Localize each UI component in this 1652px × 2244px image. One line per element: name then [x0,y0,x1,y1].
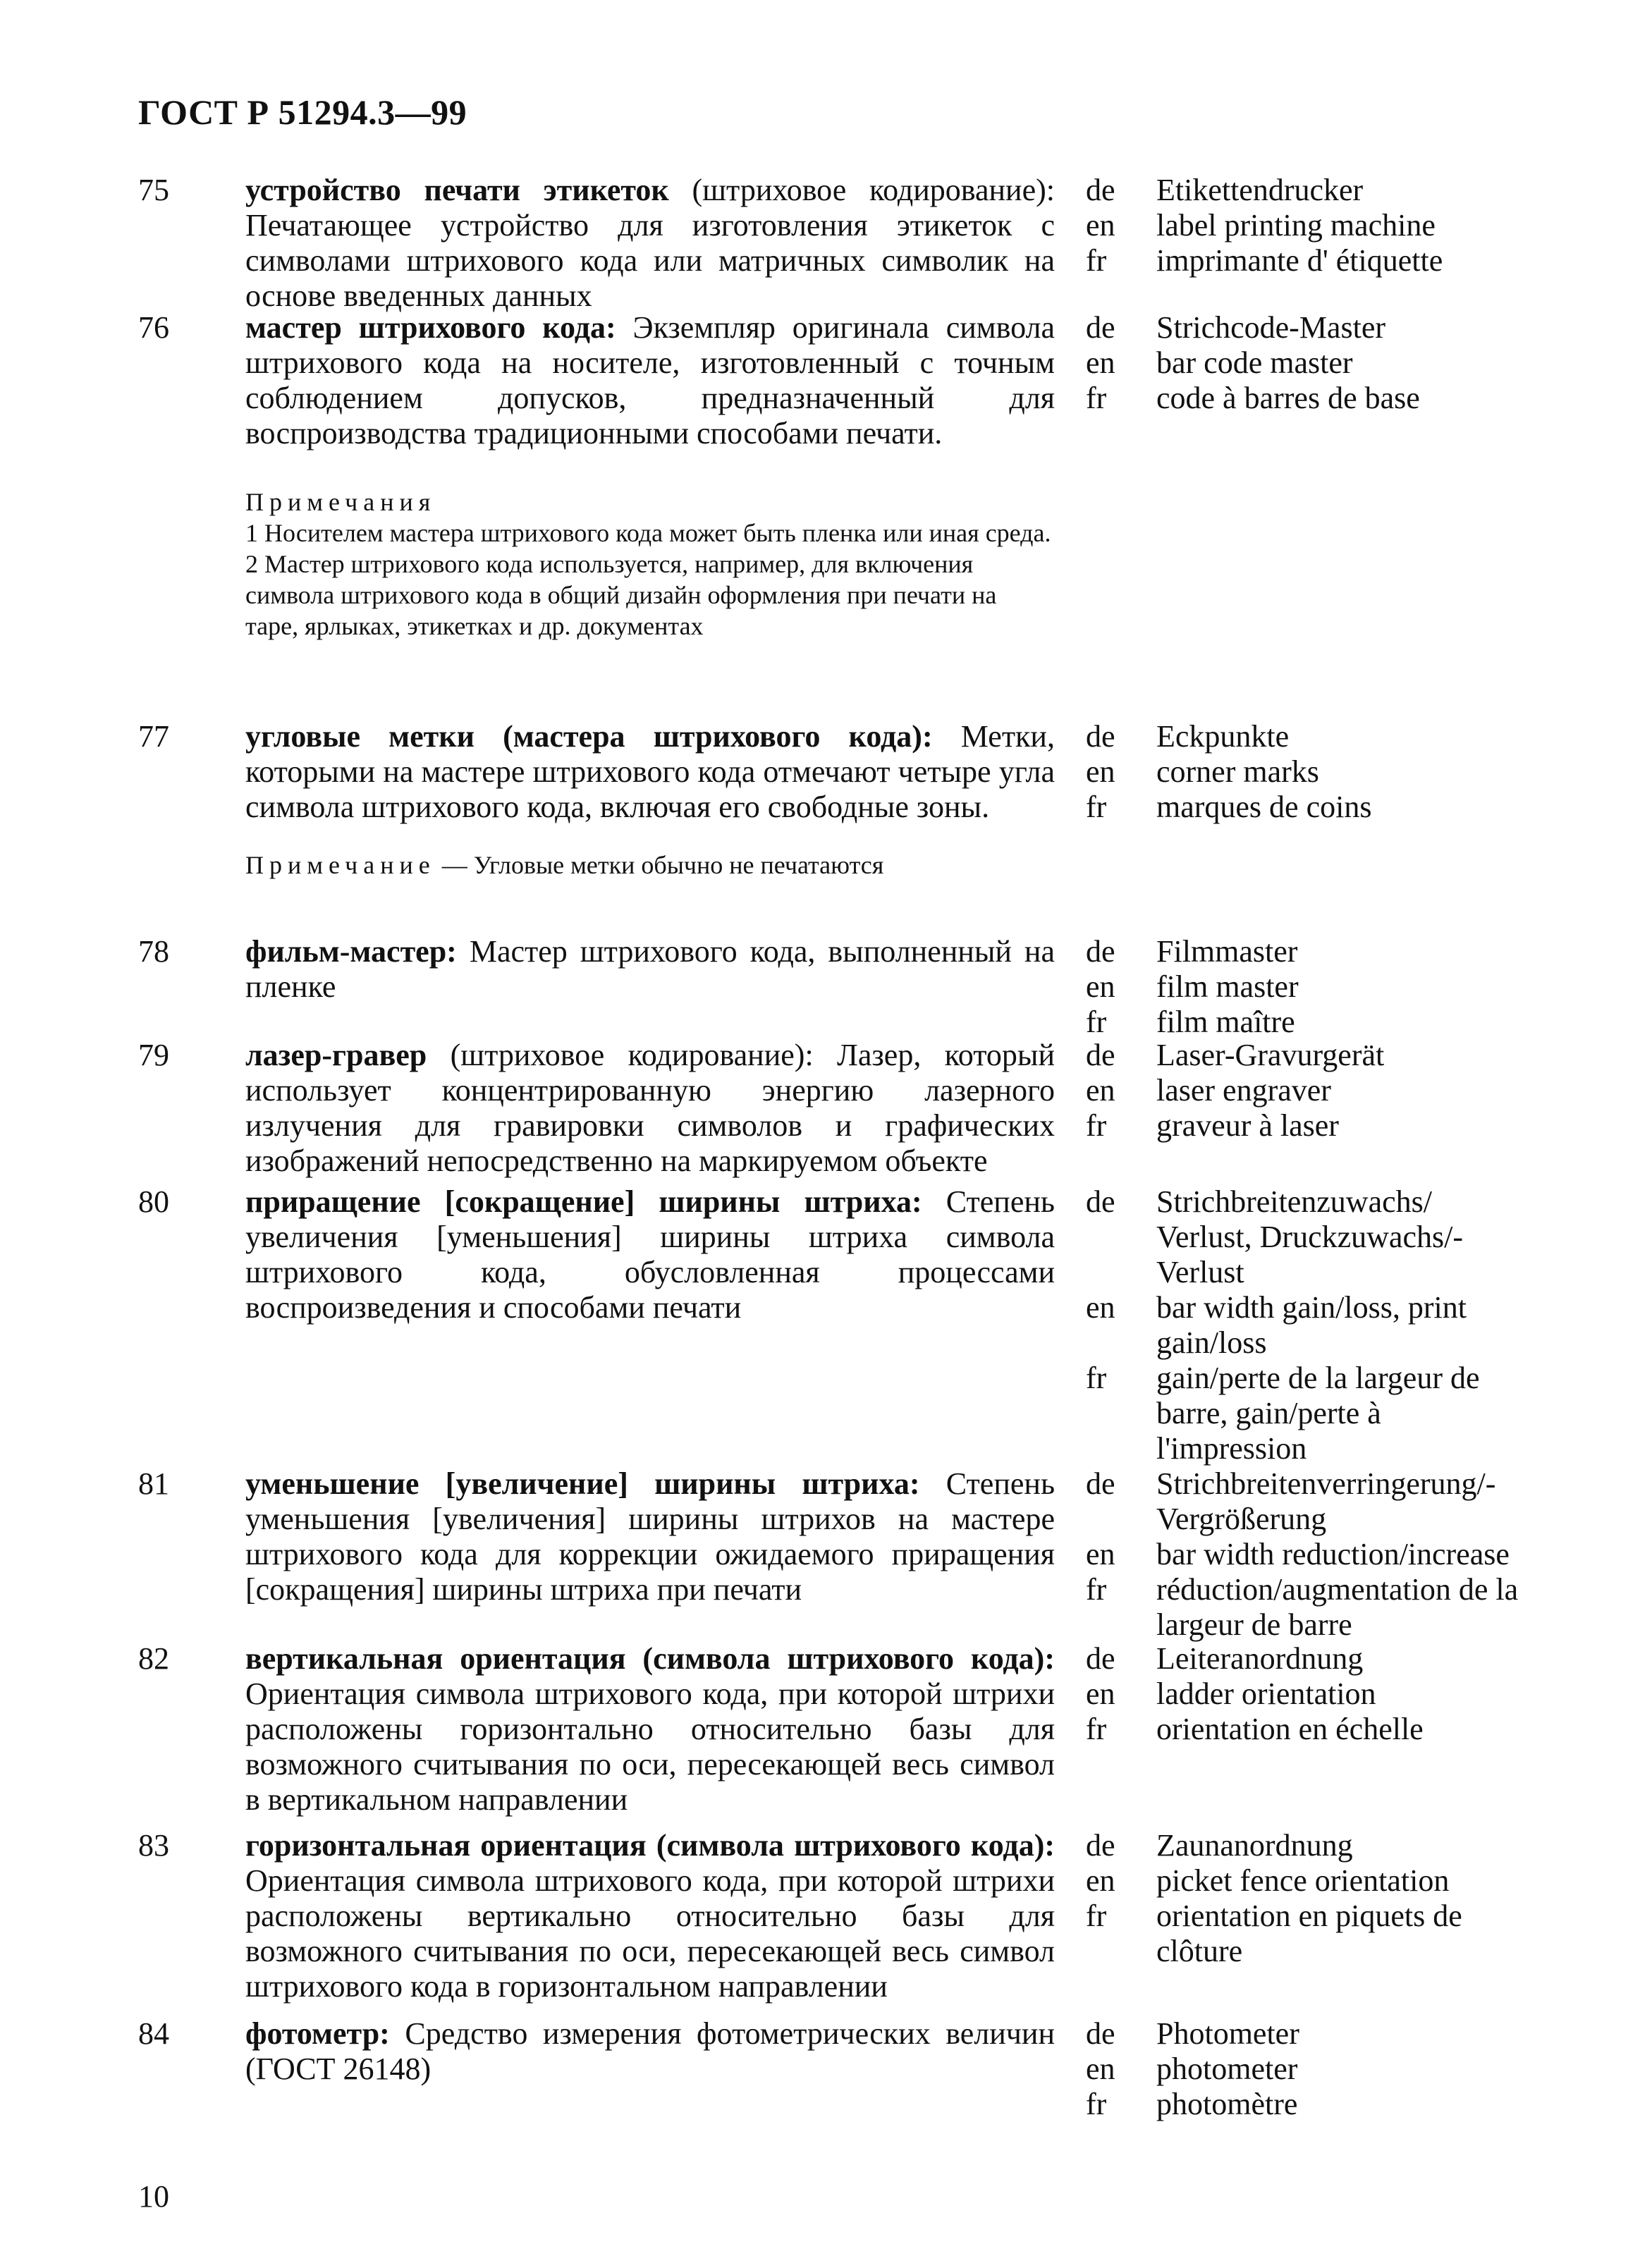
translation: ladder orientation [1156,1676,1376,1711]
entry-definition [245,1038,1055,1179]
language-codes [1086,719,1128,825]
translation: film master [1156,969,1299,1004]
entry-number: 75 [138,173,169,207]
page-number: 10 [138,2179,169,2214]
entry-definition [245,1466,1055,1607]
entry-number: 82 [138,1641,169,1676]
translation: bar width reduction/increase [1156,1537,1510,1571]
entry-number: 78 [138,934,169,969]
entry-definition [245,173,1055,314]
entry-definition [245,719,1055,825]
translation: Photometer [1156,2016,1299,2051]
lang-code: de [1086,1828,1115,1863]
entry-number: 76 [138,310,169,345]
translations [1156,310,1551,416]
language-codes [1086,1038,1128,1144]
translations [1156,934,1551,1040]
entry-text: Мастер штрихового кода, выполненный на пленке [245,934,1055,1004]
lang-code: de [1086,1184,1115,1219]
lang-code: de [1086,719,1115,754]
entry-term: уменьшение [увеличение] ширины штриха: [245,1466,920,1501]
entry-term: фотометр: [245,2016,390,2051]
translations [1156,1038,1551,1144]
entry-term: лазер-гравер [245,1038,427,1072]
lang-code: fr [1086,1108,1107,1143]
entry-definition [245,1184,1055,1325]
translation: orientation en échelle [1156,1712,1424,1746]
entry-text: Ориентация символа штрихового кода, при которой штрихи расположены горизонтально относительно базы для возможного считывания по оси, пересекающей весь символ в вертикальном направлении [245,1676,1055,1817]
translations [1156,1466,1551,1643]
translation: imprimante d' étiquette [1156,243,1443,278]
note-item: 2 Мастер штрихового кода используется, например, для включения символа штрихового кода в общий дизайн оформления при печати на таре, ярлыках, этикетках и др. документах [245,550,997,640]
translation: marques de coins [1156,790,1372,824]
note-heading: Примечание [245,851,436,879]
lang-code: de [1086,1466,1115,1501]
entry-number: 80 [138,1184,169,1219]
translation: picket fence orientation [1156,1863,1450,1898]
lang-code: en [1086,969,1115,1004]
lang-code: fr [1086,1572,1107,1607]
entry-notes [245,486,1055,642]
language-codes [1086,1184,1128,1396]
entry-number: 81 [138,1466,169,1501]
language-codes [1086,310,1128,416]
language-codes [1086,934,1128,1040]
lang-code: fr [1086,1361,1107,1395]
entry-text: (штриховое кодирование): Лазер, который использует концентрированную энергию лазерного излучения для гравировки символов и графических изображений непосредственно на маркируемом объекте [245,1038,1055,1178]
language-codes [1086,1466,1128,1607]
notes-heading: Примечания [245,488,436,516]
translation: Strichbreitenverringerung/- Vergrößerung [1156,1466,1496,1536]
entry-term: горизонтальная ориентация (символа штрихового кода): [245,1828,1055,1863]
language-codes [1086,1641,1128,1747]
entry-definition [245,1828,1055,2004]
lang-code: de [1086,173,1115,207]
entry-definition [245,310,1055,451]
lang-code: fr [1086,1712,1107,1746]
lang-code: de [1086,1641,1115,1676]
entry-term: мастер штрихового кода: [245,310,616,345]
translation: gain/perte de la largeur de barre, gain/perte à l'impression [1156,1361,1480,1466]
entry-text: Ориентация символа штрихового кода, при которой штрихи расположены вертикально относительно базы для возможного считывания по оси, пересекающей весь символ штрихового кода в горизонтальном направлении [245,1863,1055,2004]
entry-number: 77 [138,719,169,754]
translation: film maître [1156,1005,1295,1039]
translation: réduction/augmentation de la largeur de barre [1156,1572,1519,1642]
translation: bar width gain/loss, print gain/loss [1156,1290,1467,1360]
translation: Strichcode-Master [1156,310,1385,345]
entry-number: 83 [138,1828,169,1863]
translation: Eckpunkte [1156,719,1290,754]
lang-code: en [1086,1537,1115,1571]
lang-code: fr [1086,243,1107,278]
translation: Strichbreitenzuwachs/ Verlust, Druckzuwachs/- Verlust [1156,1184,1463,1289]
translation: Laser-Gravurgerät [1156,1038,1385,1072]
translations [1156,1828,1523,1969]
entry-term: вертикальная ориентация (символа штрихового кода): [245,1641,1055,1676]
entry-text: Средство измерения фотометрических величин (ГОСТ 26148) [245,2016,1055,2086]
translations [1156,1641,1551,1747]
translation: orientation en piquets de clôture [1156,1899,1462,1968]
translation: graveur à laser [1156,1108,1339,1143]
lang-code: en [1086,345,1115,380]
lang-code: en [1086,1676,1115,1711]
language-codes [1086,2016,1128,2122]
entry-definition [245,2016,1055,2087]
lang-code: de [1086,310,1115,345]
lang-code: fr [1086,790,1107,824]
lang-code: de [1086,1038,1115,1072]
entry-text: Степень увеличения [уменьшения] ширины штриха символа штрихового кода, обусловленная процессами воспроизведения и способами печати [245,1184,1055,1325]
language-codes [1086,1828,1128,1934]
lang-code: fr [1086,381,1107,415]
lang-code: fr [1086,2087,1107,2121]
entry-definition [245,934,1055,1005]
translations [1156,173,1551,278]
entry-term: приращение [сокращение] ширины штриха: [245,1184,922,1219]
entry-definition [245,1641,1055,1817]
translation: corner marks [1156,754,1319,789]
lang-code: en [1086,1863,1115,1898]
translation: photomètre [1156,2087,1298,2121]
entry-term: устройство печати этикеток [245,173,669,207]
translation: Zaunanordnung [1156,1828,1353,1863]
translations [1156,1184,1495,1466]
entry-note [245,850,1055,881]
translation: Leiteranordnung [1156,1641,1364,1676]
lang-code: fr [1086,1005,1107,1039]
entry-text: (штриховое кодирование): Печатающее устройство для изготовления этикеток с символами штрихового кода или матричных символик на основе введенных данных [245,173,1056,313]
lang-code: en [1086,208,1115,243]
lang-code: en [1086,1290,1115,1325]
translation: bar code master [1156,345,1353,380]
lang-code: en [1086,2052,1115,2086]
translation: laser engraver [1156,1073,1331,1108]
entry-number: 84 [138,2016,169,2051]
entry-number: 79 [138,1038,169,1072]
lang-code: en [1086,754,1115,789]
entry-text: Экземпляр оригинала символа штрихового кода на носителе, изготовленный с точным соблюдением допусков, предназначенный для воспроизводства традиционными способами печати. [245,310,1056,450]
entry-text: Метки, которыми на мастере штрихового кода отмечают четыре угла символа штрихового кода, включая его свободные зоны. [245,719,1055,824]
translation: photometer [1156,2052,1298,2086]
entry-term: угловые метки (мастера штрихового кода): [245,719,933,754]
note-text: — Угловые метки обычно не печатаются [435,851,884,879]
translations [1156,2016,1551,2122]
translation: Etikettendrucker [1156,173,1364,207]
translation: label printing machine [1156,208,1436,243]
document-header: ГОСТ Р 51294.3—99 [138,92,467,132]
translations [1156,719,1551,825]
lang-code: de [1086,2016,1115,2051]
lang-code: en [1086,1073,1115,1108]
translation: code à barres de base [1156,381,1420,415]
lang-code: fr [1086,1899,1107,1933]
entry-term: фильм-мастер: [245,934,457,969]
entry-text: Степень уменьшения [увеличения] ширины штрихов на мастере штрихового кода для коррекции ожидаемого приращения [сокращения] ширины штриха при печати [245,1466,1056,1607]
language-codes [1086,173,1128,278]
translation: Filmmaster [1156,934,1298,969]
note-item: 1 Носителем мастера штрихового кода может быть пленка или иная среда. [245,519,1051,547]
lang-code: de [1086,934,1115,969]
